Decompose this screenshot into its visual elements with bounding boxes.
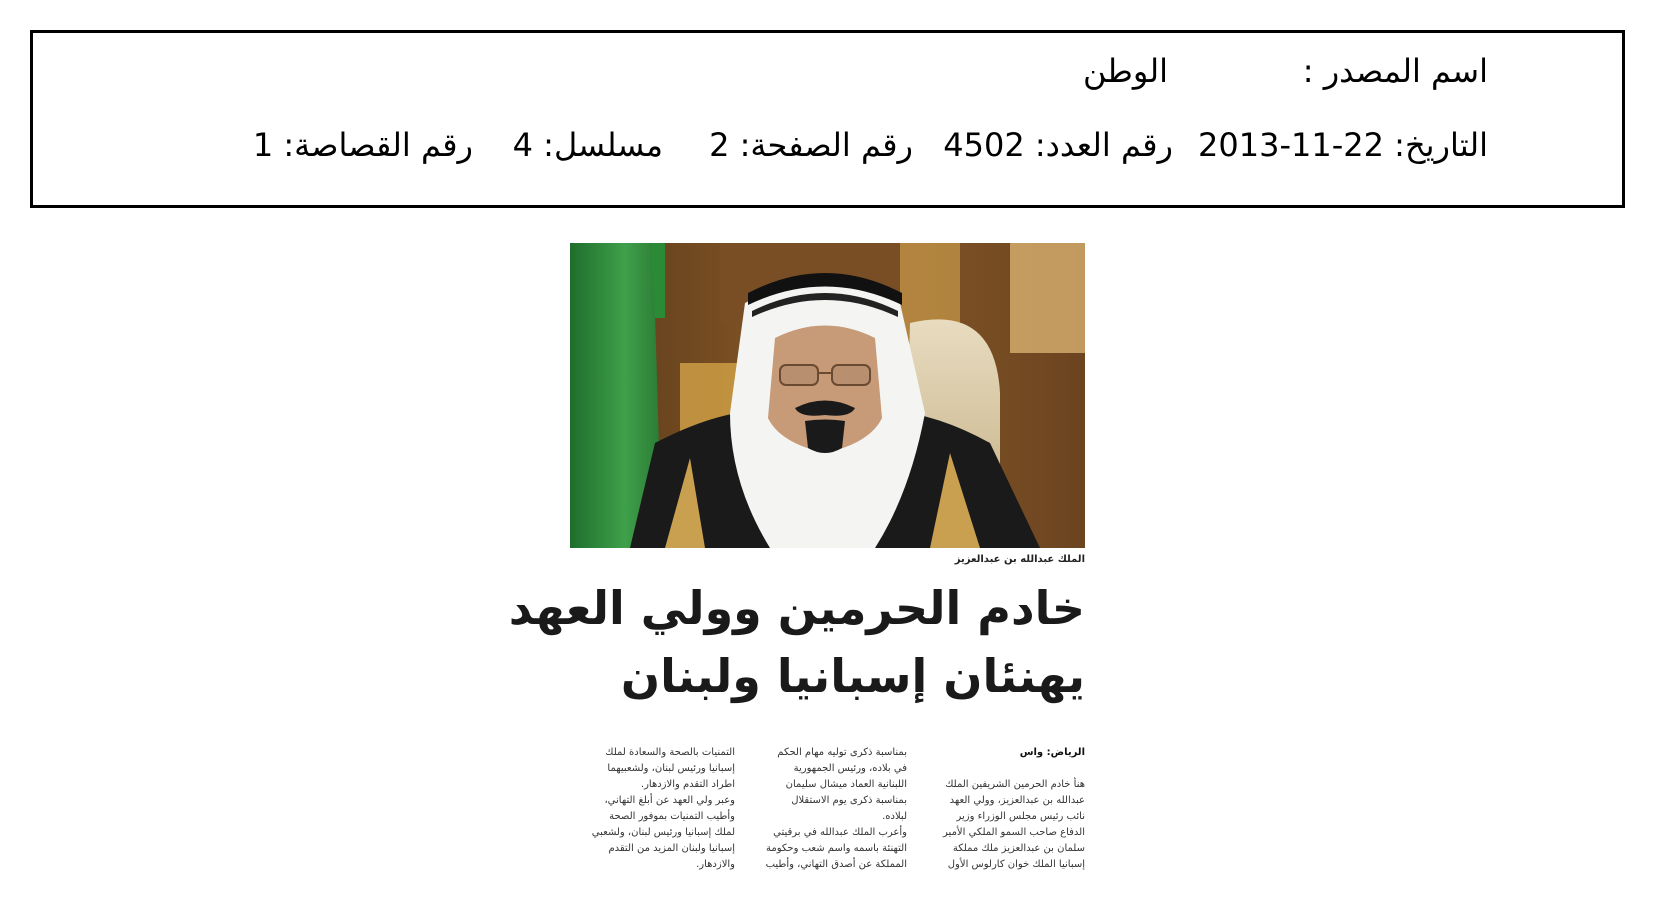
dateline: الرياض: واس: [1019, 747, 1085, 758]
column-line: اللبنانية العماد ميشال سليمان: [785, 779, 907, 790]
headline-line-2: يهنئان إسبانيا ولبنان: [620, 649, 1085, 703]
source-value: الوطن: [1083, 52, 1168, 90]
issue-number-field: رقم العدد: 4502: [943, 126, 1173, 164]
photo-caption: الملك عبدالله بن عبدالعزيز: [954, 554, 1085, 565]
column-line: في بلاده، ورئيس الجمهورية: [793, 763, 907, 774]
source-label: اسم المصدر :: [1302, 52, 1488, 90]
article-column-1: [927, 745, 1085, 873]
column-line: عبدالله بن عبدالعزيز، وولي العهد: [949, 795, 1085, 806]
column-line: والازدهار.: [696, 859, 735, 870]
column-line: التهنئة باسمه واسم شعب وحكومة: [766, 843, 907, 854]
column-line: إسبانيا ورئيس لبنان، ولشعبيهما: [607, 763, 735, 774]
column-line: الدفاع صاحب السمو الملكي الأمير: [943, 827, 1085, 838]
column-line: وعبر ولي العهد عن أبلغ التهاني،: [604, 795, 735, 806]
article-column-3: [577, 745, 735, 873]
clip-number-field: رقم القصاصة: 1: [252, 126, 473, 164]
column-line: لبلاده.: [882, 811, 907, 822]
column-line: إسبانيا ولبنان المزيد من التقدم: [608, 843, 735, 854]
column-line: إسبانيا الملك خوان كارلوس الأول: [947, 859, 1085, 870]
column-line: نائب رئيس مجلس الوزراء وزير: [956, 811, 1085, 822]
date-field: التاريخ: 22-11-2013: [1198, 126, 1488, 164]
column-line: التمنيات بالصحة والسعادة لملك: [605, 747, 735, 758]
column-line: وأطيب التمنيات بموفور الصحة: [609, 811, 735, 822]
column-line: هنأ خادم الحرمين الشريفين الملك: [945, 779, 1085, 790]
article-column-2: [749, 745, 907, 873]
column-line: اطراد التقدم والازدهار.: [640, 779, 735, 790]
page-number-field: رقم الصفحة: 2: [709, 126, 913, 164]
serial-field: مسلسل: 4: [512, 126, 663, 164]
column-line: لملك إسبانيا ورئيس لبنان، ولشعبي: [591, 827, 735, 838]
article-photo: [570, 243, 1085, 548]
newspaper-clipping: [508, 243, 1085, 883]
column-line: بمناسبة ذكرى توليه مهام الحكم: [777, 747, 907, 758]
column-line: سلمان بن عبدالعزيز ملك مملكة: [952, 843, 1085, 854]
column-line: وأعرب الملك عبدالله في برقيتي: [773, 827, 907, 838]
column-line: بمناسبة ذكرى يوم الاستقلال: [791, 795, 907, 806]
headline-line-1: خادم الحرمين وولي العهد: [508, 581, 1085, 635]
column-line: المملكة عن أصدق التهاني، وأطيب: [765, 859, 907, 870]
